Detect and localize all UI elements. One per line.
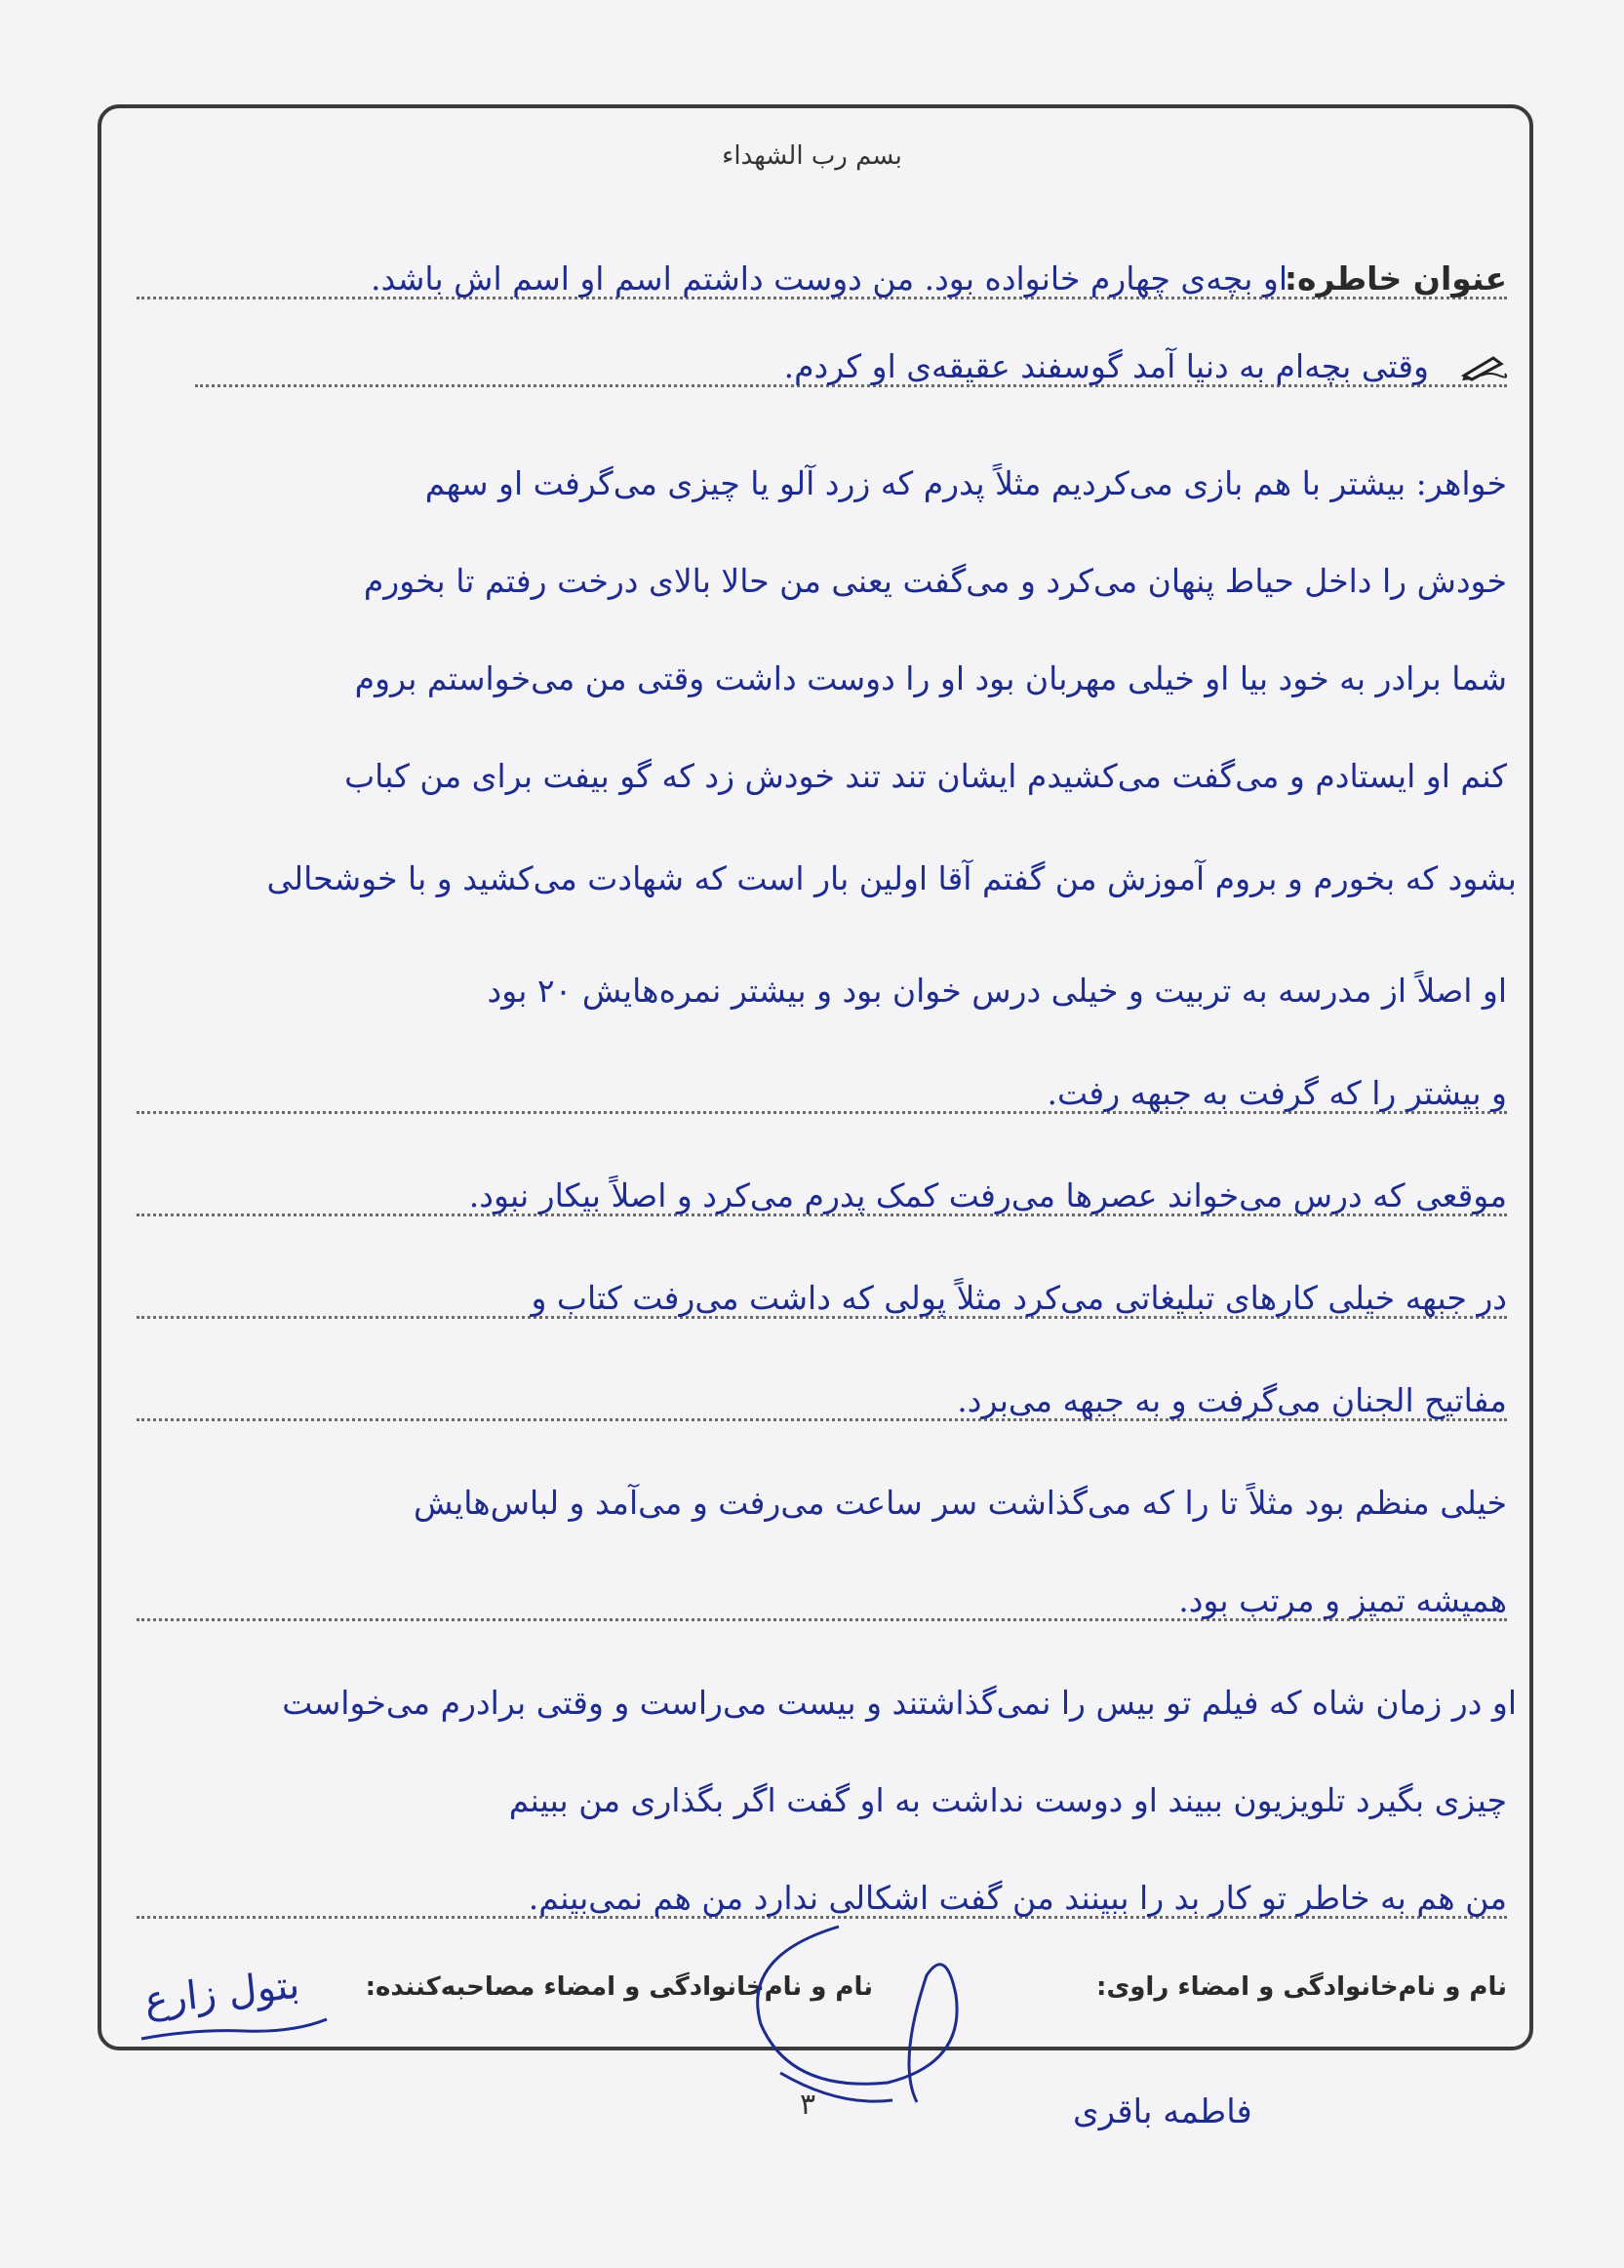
memory-line-row	[137, 1771, 1507, 1829]
memory-line-row	[137, 1673, 1517, 1731]
handwritten-line: خواهر: بیشتر با هم بازی می‌کردیم مثلاً پدرم که زرد آلو یا چیزی می‌گرفت او سهم	[424, 464, 1507, 502]
memory-line-row	[137, 337, 1507, 395]
page-number: ۳	[800, 2088, 816, 2122]
memory-title-label: عنوان خاطره:	[1284, 259, 1507, 298]
memory-title-row	[137, 249, 1507, 307]
handwritten-line: او در زمان شاه که فیلم تو بیس را نمی‌گذاشتند و بیست می‌راست و وقتی برادرم می‌خواست	[282, 1684, 1517, 1722]
handwritten-line: من هم به خاطر تو کار بد را ببینند من گفت اشکالی ندارد من هم نمی‌بینم.	[528, 1879, 1507, 1917]
memory-line-row	[137, 849, 1517, 907]
memory-line-row	[137, 1571, 1507, 1629]
memory-line-row	[137, 454, 1507, 512]
handwritten-line: مفاتیح الجنان می‌گرفت و به جبهه می‌برد.	[957, 1381, 1507, 1419]
handwritten-line: وقتی بچه‌ام به دنیا آمد گوسفند عقیقه‌ی او کردم.	[783, 347, 1429, 385]
page-header: بسم رب الشهداء	[722, 141, 902, 171]
memory-line-row	[137, 649, 1507, 707]
handwritten-line: خودش را داخل حیاط پنهان می‌کرد و می‌گفت یعنی من حالا بالای درخت رفتم تا بخورم	[363, 562, 1507, 600]
handwritten-line: خیلی منظم بود مثلاً تا را که می‌گذاشت سر ساعت می‌رفت و می‌آمد و لباس‌هایش	[414, 1484, 1507, 1522]
memory-line-row	[137, 1166, 1507, 1224]
memory-line-row	[137, 1268, 1507, 1327]
handwritten-line: شما برادر به خود بیا او خیلی مهربان بود او را دوست داشت وقتی من می‌خواستم بروم	[354, 659, 1507, 697]
interviewer-signature-scribble	[722, 1917, 1034, 2112]
memory-line-row	[137, 961, 1507, 1019]
handwritten-line: کنم او ایستادم و می‌گفت می‌کشیدم ایشان تند تند خودش زد که گو بیفت برای من کباب	[344, 757, 1507, 795]
memory-line-row	[137, 1473, 1507, 1532]
memory-line-row	[137, 1371, 1507, 1429]
interviewer-signature: فاطمه باقری	[1073, 2092, 1252, 2131]
handwritten-line: در جبهه خیلی کارهای تبلیغاتی می‌کرد مثلاً پولی که داشت می‌رفت کتاب و	[531, 1279, 1507, 1317]
memory-line-row	[137, 746, 1507, 805]
narrator-signature-underline	[137, 1990, 332, 2049]
pen-writing-icon	[1460, 352, 1507, 381]
handwritten-line: او بچه‌ی چهارم خانواده بود. من دوست داشتم اسم او اسم اش باشد.	[370, 259, 1287, 298]
narrator-signature: بتول زارع	[142, 1962, 302, 2024]
handwritten-line: همیشه تمیز و مرتب بود.	[1178, 1581, 1507, 1619]
narrator-signature-label: نام و نام‌خانوادگی و امضاء راوی:	[1096, 1972, 1507, 2002]
memory-line-row	[137, 551, 1507, 610]
handwritten-line: چیزی بگیرد تلویزیون ببیند او دوست نداشت به او گفت اگر بگذاری من ببینم	[508, 1781, 1507, 1819]
interviewer-signature-label: نام و نام‌خانوادگی و امضاء مصاحبه‌کننده:	[365, 1972, 873, 2002]
handwritten-line: بشود که بخورم و بروم آموزش من گفتم آقا اولین بار است که شهادت می‌کشید و با خوشحالی	[266, 859, 1517, 897]
handwritten-line: و بیشتر را که گرفت به جبهه رفت.	[1047, 1074, 1507, 1112]
handwritten-line: موقعی که درس می‌خواند عصرها می‌رفت کمک پدرم می‌کرد و اصلاً بیکار نبود.	[468, 1176, 1507, 1214]
handwritten-line: او اصلاً از مدرسه به تربیت و خیلی درس خوان بود و بیشتر نمره‌هایش ۲۰ بود	[487, 972, 1507, 1010]
memory-line-row	[137, 1063, 1507, 1122]
